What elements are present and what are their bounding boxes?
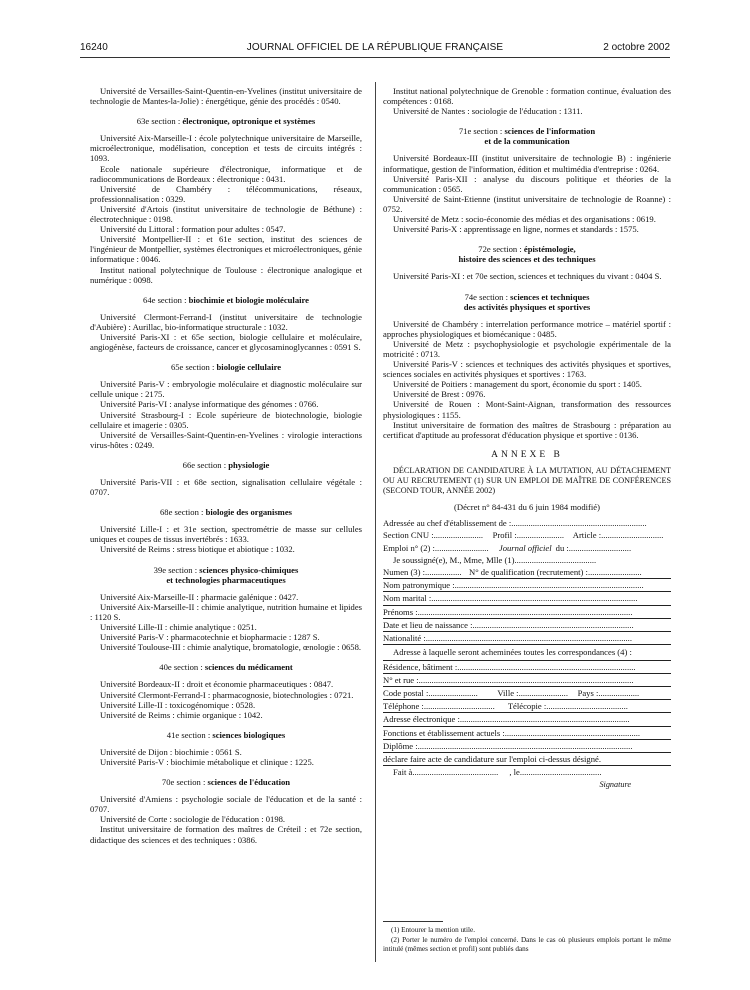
list-item: Université Paris-XI : et 70e section, sciences et techniques du vivant : 0404 S. bbox=[393, 271, 662, 282]
list-item: Ecole nationale supérieure d'électronique, informatique et de radiocommunications de Bordeaux : électronique : 0431. bbox=[90, 163, 362, 184]
list-item: Université Toulouse-III : chimie analytique, bromatologie, œnologie : 0658. bbox=[100, 642, 362, 653]
list-item: Université de Chambéry : interrelation performance motrice – matériel sportif : approches physiologiques et biomécanique : 0485. bbox=[383, 318, 671, 339]
fill-in-dots: ...................................... bbox=[546, 701, 628, 712]
continued-entries bbox=[383, 86, 671, 116]
fill-in-dots: ......................... bbox=[434, 542, 489, 553]
section-entries bbox=[90, 477, 362, 497]
form-line-marital[interactable]: Nom marital :................................................................................................ bbox=[383, 591, 671, 604]
list-item: Université d'Amiens : psychologie sociale de l'éducation et de la santé : 0707. bbox=[90, 794, 362, 815]
fill-in-dots: ...................................... bbox=[519, 767, 602, 778]
footnote-1: (1) Entourer la mention utile. bbox=[391, 926, 476, 934]
header-rule bbox=[80, 57, 670, 58]
section-heading-70: 70e section : sciences de l'éducation bbox=[161, 777, 291, 788]
section-heading-65: 65e section : biologie cellulaire bbox=[170, 362, 282, 373]
footnote-rule bbox=[383, 921, 443, 922]
fill-in-dots: ...................................... bbox=[514, 554, 597, 565]
section-entries bbox=[90, 794, 362, 844]
form-line-diplome[interactable]: Diplôme :.................................................................................................... bbox=[383, 739, 671, 752]
fill-in-dots: ............................................................................... bbox=[459, 714, 630, 725]
form-line-naissance[interactable]: Date et lieu de naissance :........................................................................... bbox=[383, 618, 671, 631]
fill-in-dots: ................................................................................................ bbox=[431, 593, 638, 604]
list-item: Université Aix-Marseille-II : chimie analytique, nutrition humaine et lipides : 1120 S. bbox=[90, 601, 362, 622]
form-line-chef[interactable]: Adressée au chef d'établissement de :............................................................... bbox=[383, 517, 671, 529]
list-item: Université Lille-II : chimie analytique : 0251. bbox=[100, 622, 257, 633]
list-item: Institut universitaire de formation des maîtres de Créteil : et 72e section, didactique des sciences et des techniques : 0386. bbox=[90, 824, 362, 845]
fill-in-dots: ...................... bbox=[516, 530, 564, 541]
list-item: Université de Dijon : biochimie : 0561 S. bbox=[100, 746, 242, 757]
form-line-patronymique[interactable]: Nom patronymique :........................................................................................ bbox=[383, 578, 671, 591]
list-item: Université de Brest : 0976. bbox=[393, 389, 486, 400]
section-entries bbox=[383, 319, 671, 440]
form-line-code-postal[interactable]: Code postal :....................... Ville :....................... Pays :................... bbox=[383, 686, 671, 699]
list-item: Université Aix-Marseille-II : pharmacie galénique : 0427. bbox=[100, 591, 299, 602]
fill-in-dots: ........................................ bbox=[412, 767, 499, 778]
list-item: Université Paris-V : biochimie métabolique et clinique : 1225. bbox=[100, 756, 314, 767]
fill-in-dots: ............................. bbox=[568, 542, 632, 553]
list-item: Institut universitaire de formation des maîtres de Strasbourg : préparation au certificat d'aptitude au professorat d'éducation physique et sportive : 0136. bbox=[383, 419, 671, 440]
form-line-declare: déclare faire acte de candidature sur l'emploi ci-dessus désigné. bbox=[383, 752, 671, 766]
fill-in-dots: ......................... bbox=[587, 567, 642, 578]
form-line-emploi[interactable]: Emploi n° (2) :......................... Journal officiel du :............................. bbox=[383, 542, 671, 554]
form-line-fonctions[interactable]: Fonctions et établissement actuels :............................................................... bbox=[383, 726, 671, 739]
form-line-telephone[interactable]: Téléphone :................................. Télécopie :...................................... bbox=[383, 699, 671, 712]
annexe-title: ANNEXE B bbox=[491, 449, 563, 460]
section-heading-41: 41e section : sciences biologiques bbox=[166, 729, 286, 740]
list-item: Université de Nantes : sociologie de l'éducation : 1311. bbox=[393, 106, 583, 117]
page-number: 16240 bbox=[80, 42, 108, 53]
section-heading-40: 40e section : sciences du médicament bbox=[159, 662, 293, 673]
list-item: Université du Littoral : formation pour adultes : 0547. bbox=[100, 224, 286, 235]
list-item: Université Bordeaux-II : droit et économie pharmaceutiques : 0847. bbox=[100, 679, 334, 690]
list-item: Université Clermont-Ferrand-I : pharmacognosie, biotechnologies : 0721. bbox=[100, 689, 354, 700]
list-item: Université de Saint-Etienne (institut universitaire de technologie de Roanne) : 0752. bbox=[383, 193, 671, 214]
section-entries bbox=[383, 153, 671, 234]
fill-in-dots: .................................................................................................... bbox=[417, 740, 633, 751]
list-item: Université Strasbourg-I : Ecole supérieure de biotechnologie, biologie cellulaire et imagerie : 0305. bbox=[90, 409, 362, 430]
section-entries bbox=[90, 379, 362, 450]
fill-in-dots: ............................. bbox=[601, 530, 664, 541]
journal-title: JOURNAL OFFICIEL DE LA RÉPUBLIQUE FRANÇAISE bbox=[246, 42, 504, 53]
fill-in-dots: ................................................................................................ bbox=[425, 632, 632, 643]
section-heading-72: 72e section : épistémologie, histoire des sciences et des techniques bbox=[458, 244, 596, 265]
list-item: Université Paris-X : apprentissage en ligne, normes et standards : 1575. bbox=[393, 224, 639, 235]
list-item: Université Lille-I : et 31e section, spectrométrie de masse sur cellules uniques et coupes de tissus invertébrés : 1633. bbox=[90, 524, 362, 545]
list-item: Université de Metz : psychophysiologie et psychologie expérimentale de la motricité : 0713. bbox=[383, 338, 671, 359]
footnotes bbox=[383, 921, 671, 955]
column-divider bbox=[375, 82, 376, 962]
list-item: Université Lille-II : toxicogénomique : 0528. bbox=[100, 699, 256, 710]
form-line-soussigne[interactable]: Je soussigné(e), M., Mme, Mlle (1)...................................... bbox=[383, 554, 671, 566]
form-line-email[interactable]: Adresse électronique :............................................................................... bbox=[383, 712, 671, 725]
list-item: Université de Poitiers : management du sport, économie du sport : 1405. bbox=[393, 379, 642, 390]
list-item: Université Aix-Marseille-I : école polytechnique universitaire de Marseille, microélectronique, modélisation, conception et tests de circuits intégrés : 1093. bbox=[90, 133, 362, 164]
form-line-nationalite[interactable]: Nationalité :................................................................................................ bbox=[383, 631, 671, 644]
form-line-residence[interactable]: Résidence, bâtiment :................................................................................... bbox=[383, 660, 671, 673]
section-heading-68: 68e section : biologie des organismes bbox=[159, 507, 292, 518]
list-item: Université de Chambéry : télécommunications, réseaux, professionnalisation : 0329. bbox=[90, 183, 362, 204]
fill-in-dots: ........................................................................... bbox=[472, 619, 634, 630]
list-item: Université de Metz : socio-économie des médias et des organisations : 0619. bbox=[393, 214, 656, 225]
fill-in-dots: ....................... bbox=[518, 688, 568, 699]
list-item: Université Paris-V : pharmacotechnie et biopharmacie : 1287 S. bbox=[100, 632, 320, 643]
list-item: Université d'Artois (institut universitaire de technologie de Béthune) : électrotechnique : 0198. bbox=[90, 203, 362, 225]
list-item: Université de Versailles-Saint-Quentin-en-Yvelines : virologie interactions virus-hôtes : 0249. bbox=[90, 429, 362, 450]
list-item: Université de Rouen : Mont-Saint-Aignan, transformation des ressources physiologiques : 1155. bbox=[383, 399, 671, 420]
list-item: Université Paris-VII : et 68e section, signalisation cellulaire végétale : 0707. bbox=[90, 477, 362, 498]
section-entries bbox=[90, 592, 362, 653]
section-entries bbox=[90, 679, 362, 719]
section-heading-64: 64e section : biochimie et biologie moléculaire bbox=[143, 294, 309, 305]
form-line-fait[interactable]: Fait à........................................ , le...................................... bbox=[383, 766, 671, 778]
list-item: Université de Reims : chimie organique : 1042. bbox=[100, 709, 263, 720]
section-heading-71: 71e section : sciences de l'information et de la communication bbox=[458, 126, 596, 147]
section-heading-74: 74e section : sciences et techniques des activités physiques et sportives bbox=[463, 291, 591, 312]
section-entries bbox=[90, 133, 362, 284]
form-line-numen[interactable]: Numen (3) :................. N° de qualification (recrutement) :......................... bbox=[383, 566, 671, 578]
section-heading-39: 39e section : sciences physico-chimiques et technologies pharmaceutiques bbox=[153, 564, 299, 585]
list-item: Université Paris-V : sciences et techniques des activités physiques et sportives, sciences sociales en activités physiques et sportives : 1763. bbox=[383, 359, 671, 380]
list-item: Université Montpellier-II : et 61e section, institut des sciences de l'ingénieur de Montpellier, systèmes électroniques et microélectroniques, génie informatique : 0046. bbox=[90, 234, 362, 265]
fill-in-dots: ................................................................................... bbox=[457, 661, 636, 672]
list-item: Université Paris-XI : et 65e section, biologie cellulaire et moléculaire, angiogénèse, facteurs de croissance, cancer et glycosaminoglycannes : 0591 S. bbox=[90, 331, 362, 353]
fill-in-dots: ....................... bbox=[433, 530, 484, 541]
form-line-rue[interactable]: N° et rue :.................................................................................................... bbox=[383, 673, 671, 686]
fill-in-dots: .................................................................................................... bbox=[417, 606, 633, 617]
list-item: Université Bordeaux-III (institut universitaire de technologie B) : ingénierie informatique, gestion de l'information, édition et multimédia d'entreprise : 0264. bbox=[383, 153, 671, 174]
fill-in-dots: ........................................................................................ bbox=[454, 580, 644, 591]
form-line-prenoms[interactable]: Prénoms :.................................................................................................... bbox=[383, 605, 671, 618]
list-item: Université Paris-V : embryologie moléculaire et diagnostic moléculaire sur cellule unique : 2175. bbox=[90, 379, 362, 400]
decret-reference: (Décret n° 84-431 du 6 juin 1984 modifié) bbox=[454, 502, 600, 513]
list-item: Université Paris-VI : analyse informatique des génomes : 0766. bbox=[100, 399, 319, 410]
intro-entry: Université de Versailles-Saint-Quentin-en-Yvelines (institut universitaire de technologie de Mantes-la-Jolie) : énergétique, génie des procédés : 0540. bbox=[90, 86, 362, 107]
form-line-section[interactable]: Section CNU :....................... Profil :...................... Article :............................. bbox=[383, 529, 671, 541]
section-entries bbox=[90, 747, 362, 767]
fill-in-dots: ................... bbox=[598, 688, 640, 699]
fill-in-dots: ................. bbox=[425, 567, 462, 578]
list-item: Université de Corte : sociologie de l'éducation : 0198. bbox=[100, 814, 286, 825]
form-line-adresse-correspondance: Adresse à laquelle seront acheminées toutes les correspondances (4) : bbox=[383, 644, 671, 660]
declaration-heading: DÉCLARATION DE CANDIDATURE À LA MUTATION, AU DÉTACHEMENT OU AU RECRUTEMENT (1) SUR UN EMPLOI DE MAÎTRE DE CONFÉRENCES (SECOND TOUR, ANNÉE 2002) bbox=[383, 465, 671, 496]
list-item: Université Paris-XII : analyse du discours politique et théories de la communication : 0565. bbox=[383, 173, 671, 194]
section-entries bbox=[383, 271, 671, 281]
list-item: Université Clermont-Ferrand-I (institut universitaire de technologie d'Aubière) : Aurillac, bio-informatique structurale : 1032. bbox=[90, 311, 362, 332]
section-heading-66: 66e section : physiologie bbox=[182, 459, 270, 470]
section-entries bbox=[90, 312, 362, 352]
fill-in-dots: ............................................................... bbox=[504, 727, 641, 738]
fill-in-dots: .................................................................................................... bbox=[418, 674, 634, 685]
fill-in-dots: ............................................................... bbox=[511, 518, 647, 529]
footnote-2: (2) Porter le numéro de l'emploi concerné. Dans le cas où plusieurs emplois portant le même intitulé (mêmes section et profil) sont publiés dans bbox=[383, 935, 671, 953]
right-column bbox=[383, 86, 671, 790]
list-item: Institut national polytechnique de Grenoble : formation continue, évaluation des compétences : 0168. bbox=[383, 86, 671, 107]
fill-in-dots: ....................... bbox=[428, 688, 478, 699]
list-item: Institut national polytechnique de Toulouse : électronique analogique et numérique : 0098. bbox=[90, 264, 362, 285]
page-header bbox=[80, 42, 670, 56]
list-item: Université de Reims : stress biotique et abiotique : 1032. bbox=[100, 544, 295, 555]
section-entries bbox=[90, 524, 362, 554]
candidature-form bbox=[383, 517, 671, 790]
fill-in-dots: ................................. bbox=[423, 701, 495, 712]
publication-date: 2 octobre 2002 bbox=[603, 42, 670, 53]
signature-label: Signature bbox=[599, 780, 631, 790]
left-column bbox=[90, 86, 362, 845]
section-heading-63: 63e section : électronique, optronique et systèmes bbox=[136, 116, 316, 127]
